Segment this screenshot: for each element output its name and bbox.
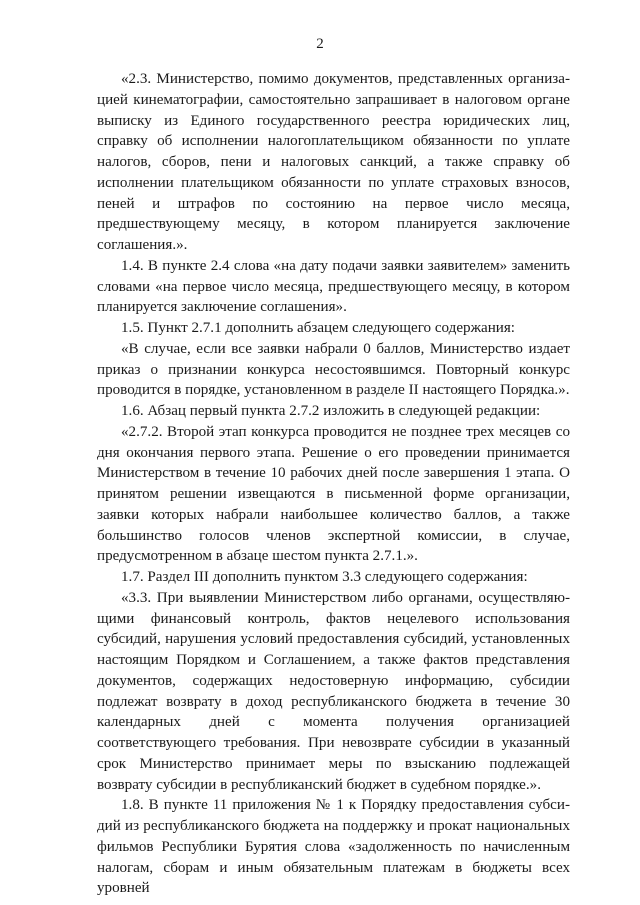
paragraph-1-5: 1.5. Пункт 2.7.1 дополнить абзацем следующего содержания:: [121, 320, 515, 336]
paragraph-1-7: 1.7. Раздел III дополнить пунктом 3.3 следующего содержания:: [121, 569, 528, 585]
paragraph-2-7-2: «2.7.2. Второй этап конкурса проводится не позднее трех месяцев со дня окончания первого этапа. Решение о его проведении принимается Министерством в течение 10 рабочих дней после завершения 1 этапа. О принятом решении извещаются в письменной форме организации, заявки которых набрали наибольшее количество баллов, а также большинство голосов членов экспертной комиссии, в случае, предусмотренном в абзаце шестом пункта 2.7.1.».: [97, 423, 570, 565]
paragraph-2-3: «2.3. Министерство, помимо документов, представленных организацией кинематографии, самостоятельно запрашивает в налоговом органе выписку из Единого государственного реестра юридических лиц, справку об исполнении налогоплательщиком обязанности по уплате налогов, сборов, пени и налоговых санкций, а также справку об исполнении плательщиком обязанности по уплате страховых взносов, пеней и штрафов по состоянию на первое число месяца, предшествующему месяцу, в котором планируется заключение соглашения.».: [97, 71, 570, 253]
paragraph-1-4: 1.4. В пункте 2.4 слова «на дату подачи заявки заявителем» заменить словами «на первое число месяца, предшествующего месяцу, в котором планируется заключение соглашения».: [97, 257, 570, 316]
paragraph-1-5-quote: «В случае, если все заявки набрали 0 баллов, Министерство издает приказ о признании конкурса несостоявшимся. Повторный конкурс проводится в порядке, установленном в разделе II настоящего Порядка.».: [97, 340, 570, 399]
page-number: 2: [316, 36, 324, 52]
document-body: [97, 69, 570, 899]
paragraph-1-6: 1.6. Абзац первый пункта 2.7.2 изложить в следующей редакции:: [121, 403, 541, 419]
paragraph-3-3: «3.3. При выявлении Министерством либо органами, осуществляющими финансовый контроль, фактов нецелевого использования субсидий, нарушения условий предоставления субсидий, установленных настоящим Порядком и Соглашением, а также фактов представления документов, содержащих недостоверную информацию, субсидии подлежат возврату в доход республиканского бюджета в течение 30 календарных дней с момента получения организацией соответствующего требования. При невозврате субсидии в указанный срок Министерство принимает меры по взысканию подлежащей возврату субсидии в республиканский бюджет в судебном порядке.».: [97, 589, 570, 793]
paragraph-1-8: 1.8. В пункте 11 приложения № 1 к Порядку предоставления субсидий из республиканского бюджета на поддержку и прокат национальных фильмов Республики Бурятия слова «задолженность по начисленным налогам, сборам и иным обязательным платежам в бюджеты всех уровней: [97, 797, 570, 897]
